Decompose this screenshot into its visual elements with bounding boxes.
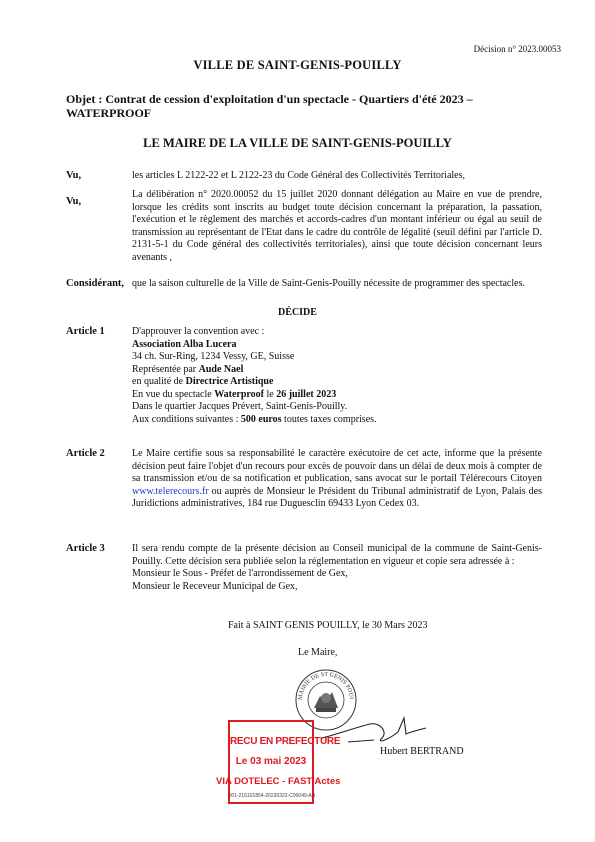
- association-name: Association Alba Lucera: [132, 338, 237, 350]
- decision-reference: Décision n° 2023.00053: [473, 44, 561, 54]
- role-prefix: en qualité de: [132, 376, 186, 387]
- article-2-body: [132, 448, 542, 511]
- show-prefix: En vue du spectacle: [132, 388, 215, 400]
- seal-text: MAIRIE DE ST GENIS POUI: [297, 671, 354, 701]
- prefecture-stamp: [216, 720, 341, 804]
- vu-text-2: La délibération n° 2020.00052 du 15 juillet 2020 donnant délégation au Maire en vue de prendre, lorsque les crédits sont inscrits au budget toute décision concernant la préparation, la passation, l'exécution et le règlement des marchés et accords-cadres d'un montant inférieur ou égal au seuil de transmission au représentant de l'Etat dans le cadre du contrôle de légalité (seuil défini par l'article D. 2131-5-1 du Code général des collectivités territoriales), ainsi que toute décision concernant leurs avenants ,: [132, 189, 542, 263]
- stamp-line-4: 001-216101854-20230322-C00049-AU: [228, 793, 316, 799]
- article-3-body: [132, 543, 542, 593]
- show-date: 26 juillet 2023: [276, 388, 337, 400]
- rep-prefix: Représentée par: [132, 363, 199, 375]
- article-1-body: [132, 326, 542, 426]
- recipient-1: Monsieur le Sous - Préfet de l'arrondissement de Gex,: [132, 568, 348, 579]
- show-place: Dans le quartier Jacques Prévert, Saint-Genis-Pouilly.: [132, 401, 348, 412]
- considerant-label: Considérant,: [66, 278, 125, 289]
- vu-label-2: Vu,: [66, 196, 82, 207]
- amount: 500 euros: [240, 413, 282, 425]
- cond-prefix: Aux conditions suivantes :: [132, 413, 241, 425]
- vu-text-1: les articles L 2122-22 et L 2122-23 du Code Général des Collectivités Territoriales,: [132, 170, 466, 181]
- signatory-name: Hubert BERTRAND: [380, 746, 464, 757]
- considerant-text: que la saison culturelle de la Ville de Saint-Genis-Pouilly nécessite de programmer des spectacles.: [132, 278, 525, 289]
- show-mid: le: [264, 388, 277, 400]
- role: Directrice Artistique: [185, 376, 274, 387]
- cond-suffix: toutes taxes comprises.: [281, 413, 377, 425]
- city-title: VILLE DE SAINT-GENIS-POUILLY: [193, 58, 402, 72]
- stamp-line-2: Le 03 mai 2023: [235, 756, 307, 767]
- stamp-line-1: RECU EN PREFECTURE: [230, 736, 341, 747]
- place-date: Fait à SAINT GENIS POUILLY, le 30 Mars 2023: [228, 620, 428, 631]
- article-2-text-before: Le Maire certifie sous sa responsabilité le caractère exécutoire de cet acte, informe que la présente décision peut faire l'objet d'un recours pour excès de pouvoir dans un délai de deux mois à compter de sa transmission et/ou de sa notification et publication, sans avocat sur le portail Télérecours Citoyen: [132, 448, 542, 484]
- association-address: 34 ch. Sur-Ring, 1234 Vessy, GE, Suisse: [132, 351, 295, 362]
- mayor-title: LE MAIRE DE LA VILLE DE SAINT-GENIS-POUILLY: [143, 136, 452, 150]
- decision-subject: Objet : Contrat de cession d'exploitation d'un spectacle - Quartiers d'été 2023 – WATERPROOF: [66, 92, 473, 120]
- decide-heading: DÉCIDE: [278, 307, 317, 318]
- article-3-label: Article 3: [66, 543, 105, 554]
- show-name: Waterproof: [214, 388, 264, 400]
- article-1-intro: D'approuver la convention avec :: [132, 326, 265, 337]
- recipient-2: Monsieur le Receveur Municipal de Gex,: [132, 580, 298, 592]
- telerecours-link[interactable]: www.telerecours.fr: [132, 485, 209, 497]
- article-3-text: Il sera rendu compte de la présente décision au Conseil municipal de la commune de Saint-Genis-Pouilly. Cette décision sera publiée selon la réglementation en vigueur et copie sera adressée à :: [132, 543, 542, 567]
- article-1-label: Article 1: [66, 326, 105, 337]
- article-2-text-after: ou auprès de Monsieur le Président du Tribunal administratif de Lyon, Palais des Juridictions administratives, 184 rue Duguesclin 69433 Lyon Cedex 03.: [132, 485, 542, 509]
- vu-label-1: Vu,: [66, 170, 82, 181]
- rep-name: Aude Nael: [198, 363, 244, 375]
- article-2-label: Article 2: [66, 448, 105, 459]
- stamp-line-3: VIA DOTELEC - FAST Actes: [216, 776, 341, 787]
- mayor-label: Le Maire,: [298, 647, 338, 658]
